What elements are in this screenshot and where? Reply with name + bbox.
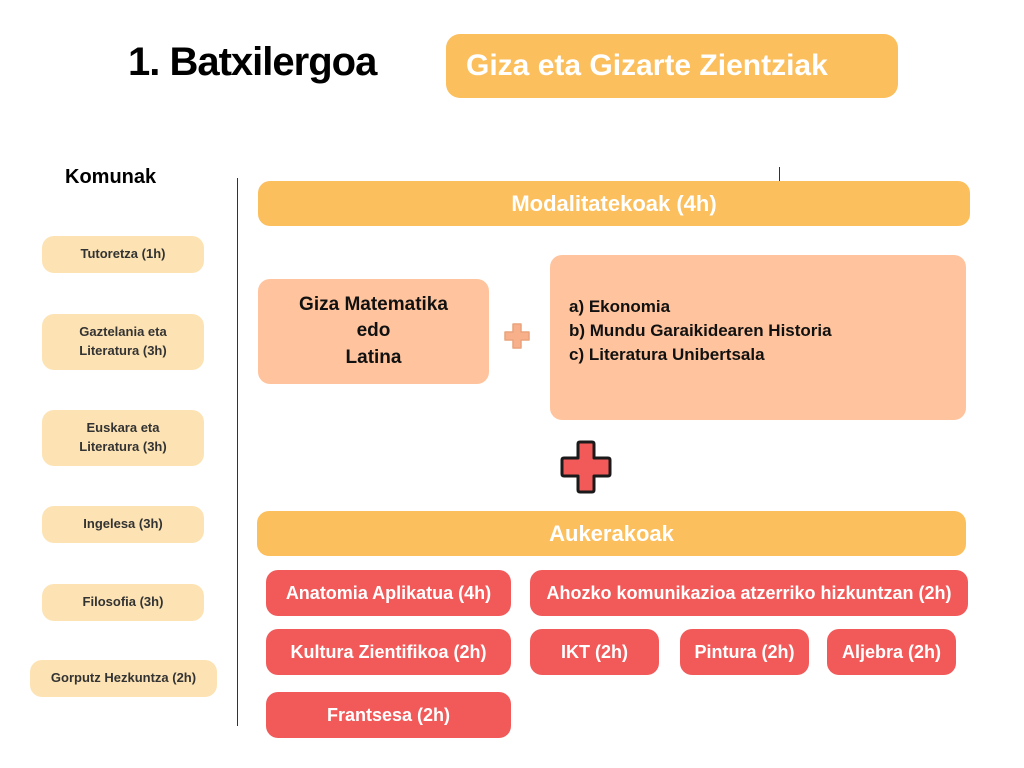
required-modality-line: Giza Matematika (299, 294, 448, 316)
common-subject-label: Literatura (3h) (79, 343, 167, 358)
elective-frantsesa: Frantsesa (2h) (266, 692, 511, 738)
required-modality-line: edo (356, 320, 391, 342)
common-subject-tutoretza (42, 236, 204, 273)
elective-pintura: Pintura (2h) (680, 629, 809, 675)
plus-icon (558, 440, 614, 494)
tick-mark (779, 167, 780, 181)
modality-header: Modalitatekoak (4h) (258, 181, 970, 226)
page-title: 1. Batxilergoa (128, 40, 377, 84)
column-divider (237, 178, 238, 726)
optional-modality-item: b) Mundu Garaikidearen Historia (569, 321, 832, 341)
plus-icon (503, 322, 531, 350)
track-badge: Giza eta Gizarte Zientziak (446, 34, 898, 98)
common-subject-label: Filosofia (3h) (82, 594, 164, 610)
common-subject-label: Tutoretza (1h) (80, 246, 166, 262)
elective-header: Aukerakoak (257, 511, 966, 556)
common-subject-label: Gorputz Hezkuntza (2h) (50, 670, 197, 686)
elective-ahozko-komunikazioa: Ahozko komunikazioa atzerriko hizkuntzan (2h) (530, 570, 968, 616)
common-subject-gaztelania (42, 314, 204, 370)
elective-ikt: IKT (2h) (530, 629, 659, 675)
optional-modality-item: a) Ekonomia (569, 297, 671, 316)
required-modality-line: Latina (345, 346, 402, 368)
elective-anatomia: Anatomia Aplikatua (4h) (266, 570, 511, 616)
optional-modality-item: c) Literatura Unibertsala (569, 345, 765, 365)
common-subject-ingelesa (42, 506, 204, 543)
common-subject-label: Literatura (3h) (79, 439, 167, 454)
common-subject-label: Gaztelania eta (79, 324, 167, 340)
elective-aljebra: Aljebra (2h) (827, 629, 956, 675)
common-subject-gorputz-hezkuntza (30, 660, 217, 697)
optional-modality-box (550, 255, 966, 420)
required-modality-box (258, 279, 489, 384)
common-subjects-heading: Komunak (65, 166, 157, 188)
common-subject-euskara (42, 410, 204, 466)
elective-kultura-zientifikoa: Kultura Zientifikoa (2h) (266, 629, 511, 675)
common-subject-label: Euskara eta (86, 420, 160, 436)
common-subject-label: Ingelesa (3h) (83, 516, 163, 532)
common-subject-filosofia (42, 584, 204, 621)
